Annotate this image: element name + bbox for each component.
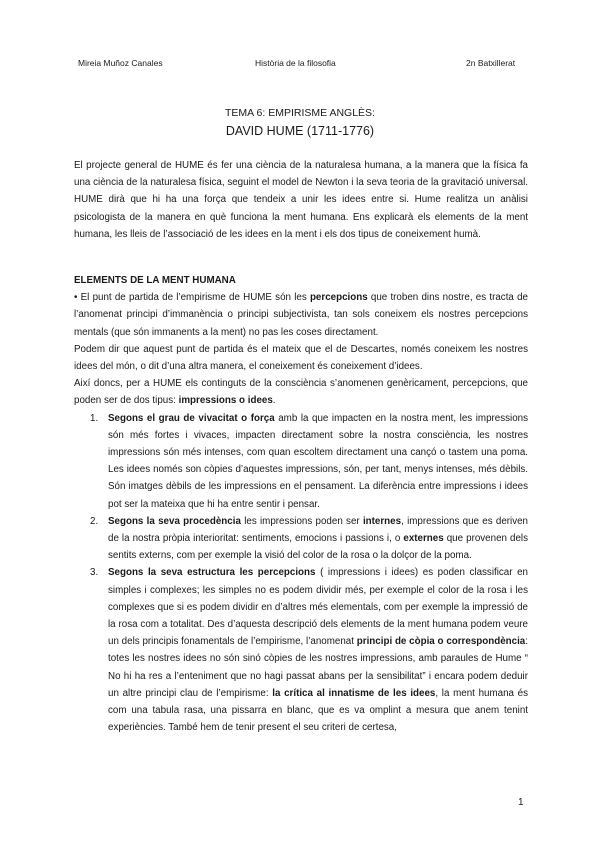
text-span: : totes les nostres idees no són sinó còpies de les nostres impressions, amb paraules de Hume “ No hi ha res a l’enteniment que no hagi passat abans per la sensibilitat” i encara podem deduir un altre principi clau de l’empirisme: bbox=[108, 636, 528, 699]
title-topic: TEMA 6: EMPIRISME ANGLÈS: bbox=[225, 107, 375, 119]
page-number: 1 bbox=[518, 797, 524, 808]
bold-term: principi de còpia o correspondència bbox=[356, 636, 526, 648]
intro-section bbox=[74, 157, 528, 243]
paragraph-descartes: Podem dir que aquest punt de partida és el mateix que el de Descartes, només coneixem les nostres idees del món, o dit d’una altra manera, el coneixement és coneixement d’idees. bbox=[74, 343, 528, 373]
text-span: Així doncs, per a HUME els continguts de la consciència s’anomenen genèricament, percepcions, que poden ser de dos tipus: bbox=[74, 378, 528, 407]
bold-term: Segons la seva estructura les percepcions bbox=[108, 567, 316, 579]
text-span: . bbox=[272, 395, 276, 407]
classification-list bbox=[74, 410, 528, 737]
text-span: que provenen dels sentits externs, com per exemple la visió del color de la rosa o la dolçor de la poma. bbox=[108, 533, 528, 562]
paragraph-tipus bbox=[74, 375, 528, 409]
bold-term: la crítica al innatisme de les idees bbox=[272, 687, 436, 699]
list-number: 2. bbox=[90, 515, 99, 527]
list-item bbox=[74, 564, 528, 736]
text-span: • El punt de partida de l’empirisme de HUME són les bbox=[74, 292, 307, 304]
list-number: 1. bbox=[90, 412, 99, 424]
intro-paragraph: El projecte general de HUME és fer una ciència de la naturalesa humana, a la manera que la física fa una ciència de la naturalesa física, seguint el model de Newton i la seva teoria de la gravitació universal. HUME dirà que hi ha una força que tendeix a unir les idees entre si. Hume realitza un anàlisi psicologista de la manera en què funciona la ment humana. Ens explicarà els elements de la ment humana, les lleis de l’associació de les idees en la ment i els dos tipus de coneixement humà. bbox=[74, 160, 528, 240]
bold-term: Segons el grau de vivacitat o força bbox=[108, 412, 275, 424]
list-number: 3. bbox=[90, 567, 99, 579]
text-span: amb la que impacten en la nostra ment, les impressions són més fortes i vivaces, impacten directament sobre la nostra consciència, les nostres impressions són més intenses, com quan escoltem directament una cançó o tastem una poma. Les idees només son còpies d’aquestes impressions, són, per tant, menys intenses, més dèbils. Són imatges dèbils de les impressions en el pensament. La diferència entre impressions i idees pot ser la mateixa que hi ha entre sentir i pensar. bbox=[108, 412, 528, 510]
header-subject: Història de la filosofia bbox=[255, 58, 336, 68]
bold-term: percepcions bbox=[309, 292, 368, 304]
title-philosopher: DAVID HUME (1711-1776) bbox=[225, 124, 375, 138]
bold-term: impressions o idees bbox=[178, 395, 273, 407]
list-item bbox=[74, 410, 528, 513]
text-span: les impressions poden ser bbox=[244, 515, 360, 527]
document-title bbox=[0, 106, 600, 139]
text-span: ( impressions i idees) es poden classificar en simples i complexes; les simples no es podem dividir més, per exemple el color de la rosa i les complexes que si es podem dividir en d’altres més elementals, com per exemple la impressió de la rosa com a totalitat. Des d’aquesta descripció dels elements de la ment humana podem veure un dels principis fonamentals de l’empirisme, l’anomenat bbox=[108, 567, 528, 648]
text-span: que troben dins nostre, es tracta de l’anomenat principi d’immanència o principi subjectivista, tan sols coneixem els nostres percepcions mentals (que són immanents a la ment) no pas les coses directament. bbox=[74, 292, 528, 338]
bold-term: Segons la seva procedència bbox=[108, 515, 241, 527]
list-item bbox=[74, 513, 528, 565]
page-header bbox=[0, 58, 600, 72]
bold-term: internes bbox=[362, 515, 402, 527]
header-course: 2n Batxillerat bbox=[466, 58, 516, 68]
text-span: , la ment humana és com una tabula rasa, una pissarra en blanc, que es va omplint a mesura que anem tenint experiències. També hem de tenir present el seu criteri de certesa, bbox=[108, 687, 529, 734]
section-title: ELEMENTS DE LA MENT HUMANA bbox=[74, 275, 236, 286]
paragraph-percepcions bbox=[74, 289, 528, 341]
header-author: Mireia Muñoz Canales bbox=[78, 58, 163, 68]
text-span: , impressions que es deriven de la nostra pròpia interioritat: sentiments, emocions i passions i, o bbox=[108, 515, 528, 545]
bold-term: externes bbox=[403, 533, 444, 545]
elements-section bbox=[74, 272, 528, 736]
